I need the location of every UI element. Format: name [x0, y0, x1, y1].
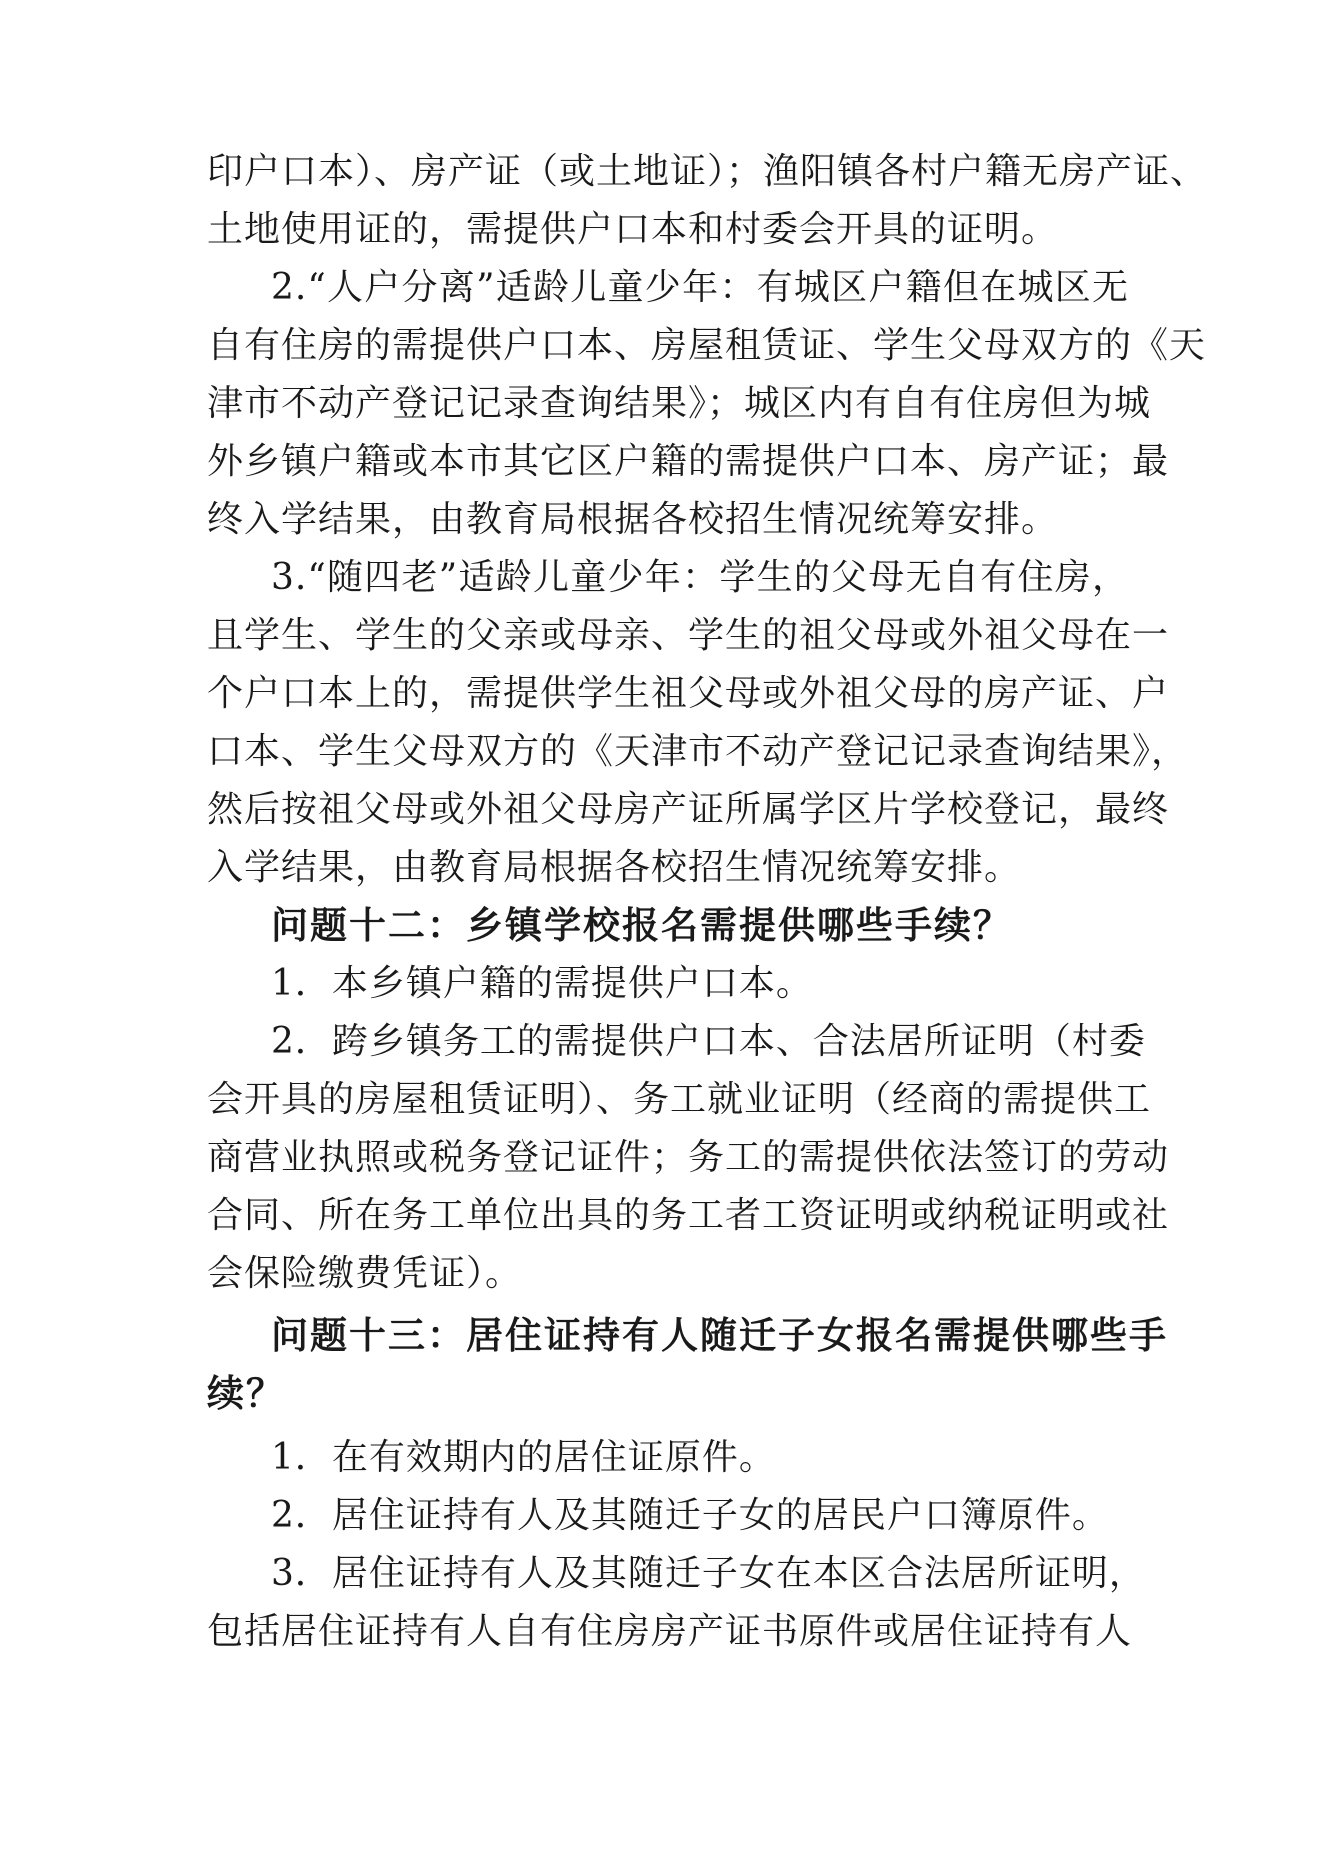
list-item: 1．在有效期内的居住证原件。	[271, 1437, 776, 1478]
paragraph-line: 自有住房的需提供户口本、房屋租赁证、学生父母双方的《天	[207, 325, 1207, 366]
paragraph-line: 会开具的房屋租赁证明）、务工就业证明（经商的需提供工	[207, 1079, 1152, 1120]
paragraph-line: 会保险缴费凭证）。	[207, 1253, 523, 1294]
paragraph-line: 合同、所在务工单位出具的务工者工资证明或纳税证明或社	[207, 1195, 1170, 1236]
paragraph-line: 然后按祖父母或外祖父母房产证所属学区片学校登记，最终	[207, 789, 1170, 830]
paragraph-line: 印户口本）、房产证（或土地证）；渔阳镇各村户籍无房产证、	[207, 151, 1208, 192]
paragraph-line: 个户口本上的，需提供学生祖父母或外祖父母的房产证、户	[207, 673, 1170, 714]
list-item: 3．居住证持有人及其随迁子女在本区合法居所证明，	[271, 1553, 1146, 1594]
list-item: 2．居住证持有人及其随迁子女的居民户口簿原件。	[271, 1495, 1109, 1536]
paragraph-line: 包括居住证持有人自有住房房产证书原件或居住证持有人	[207, 1611, 1133, 1652]
paragraph-line: 3.“随四老”适龄儿童少年：学生的父母无自有住房，	[271, 557, 1129, 598]
list-item: 1．本乡镇户籍的需提供户口本。	[271, 963, 813, 1004]
paragraph-line: 终入学结果，由教育局根据各校招生情况统筹安排。	[207, 499, 1059, 540]
list-item: 2．跨乡镇务工的需提供户口本、合法居所证明（村委	[271, 1021, 1146, 1062]
paragraph-line: 且学生、学生的父亲或母亲、学生的祖父母或外祖父母在一	[207, 615, 1170, 656]
section-heading: 问题十三：居住证持有人随迁子女报名需提供哪些手	[271, 1314, 1168, 1357]
section-heading: 续？	[207, 1372, 285, 1415]
paragraph-line: 外乡镇户籍或本市其它区户籍的需提供户口本、房产证；最	[207, 441, 1170, 482]
section-heading: 问题十二：乡镇学校报名需提供哪些手续？	[271, 904, 1012, 947]
paragraph-line: 口本、学生父母双方的《天津市不动产登记记录查询结果》，	[207, 731, 1189, 772]
paragraph-line: 2.“人户分离”适龄儿童少年：有城区户籍但在城区无	[271, 267, 1129, 308]
paragraph-line: 商营业执照或税务登记证件；务工的需提供依法签订的劳动	[207, 1137, 1170, 1178]
paragraph-line: 津市不动产登记记录查询结果》；城区内有自有住房但为城	[207, 383, 1152, 424]
paragraph-line: 入学结果，由教育局根据各校招生情况统筹安排。	[207, 847, 1022, 888]
paragraph-line: 土地使用证的，需提供户口本和村委会开具的证明。	[207, 209, 1059, 250]
